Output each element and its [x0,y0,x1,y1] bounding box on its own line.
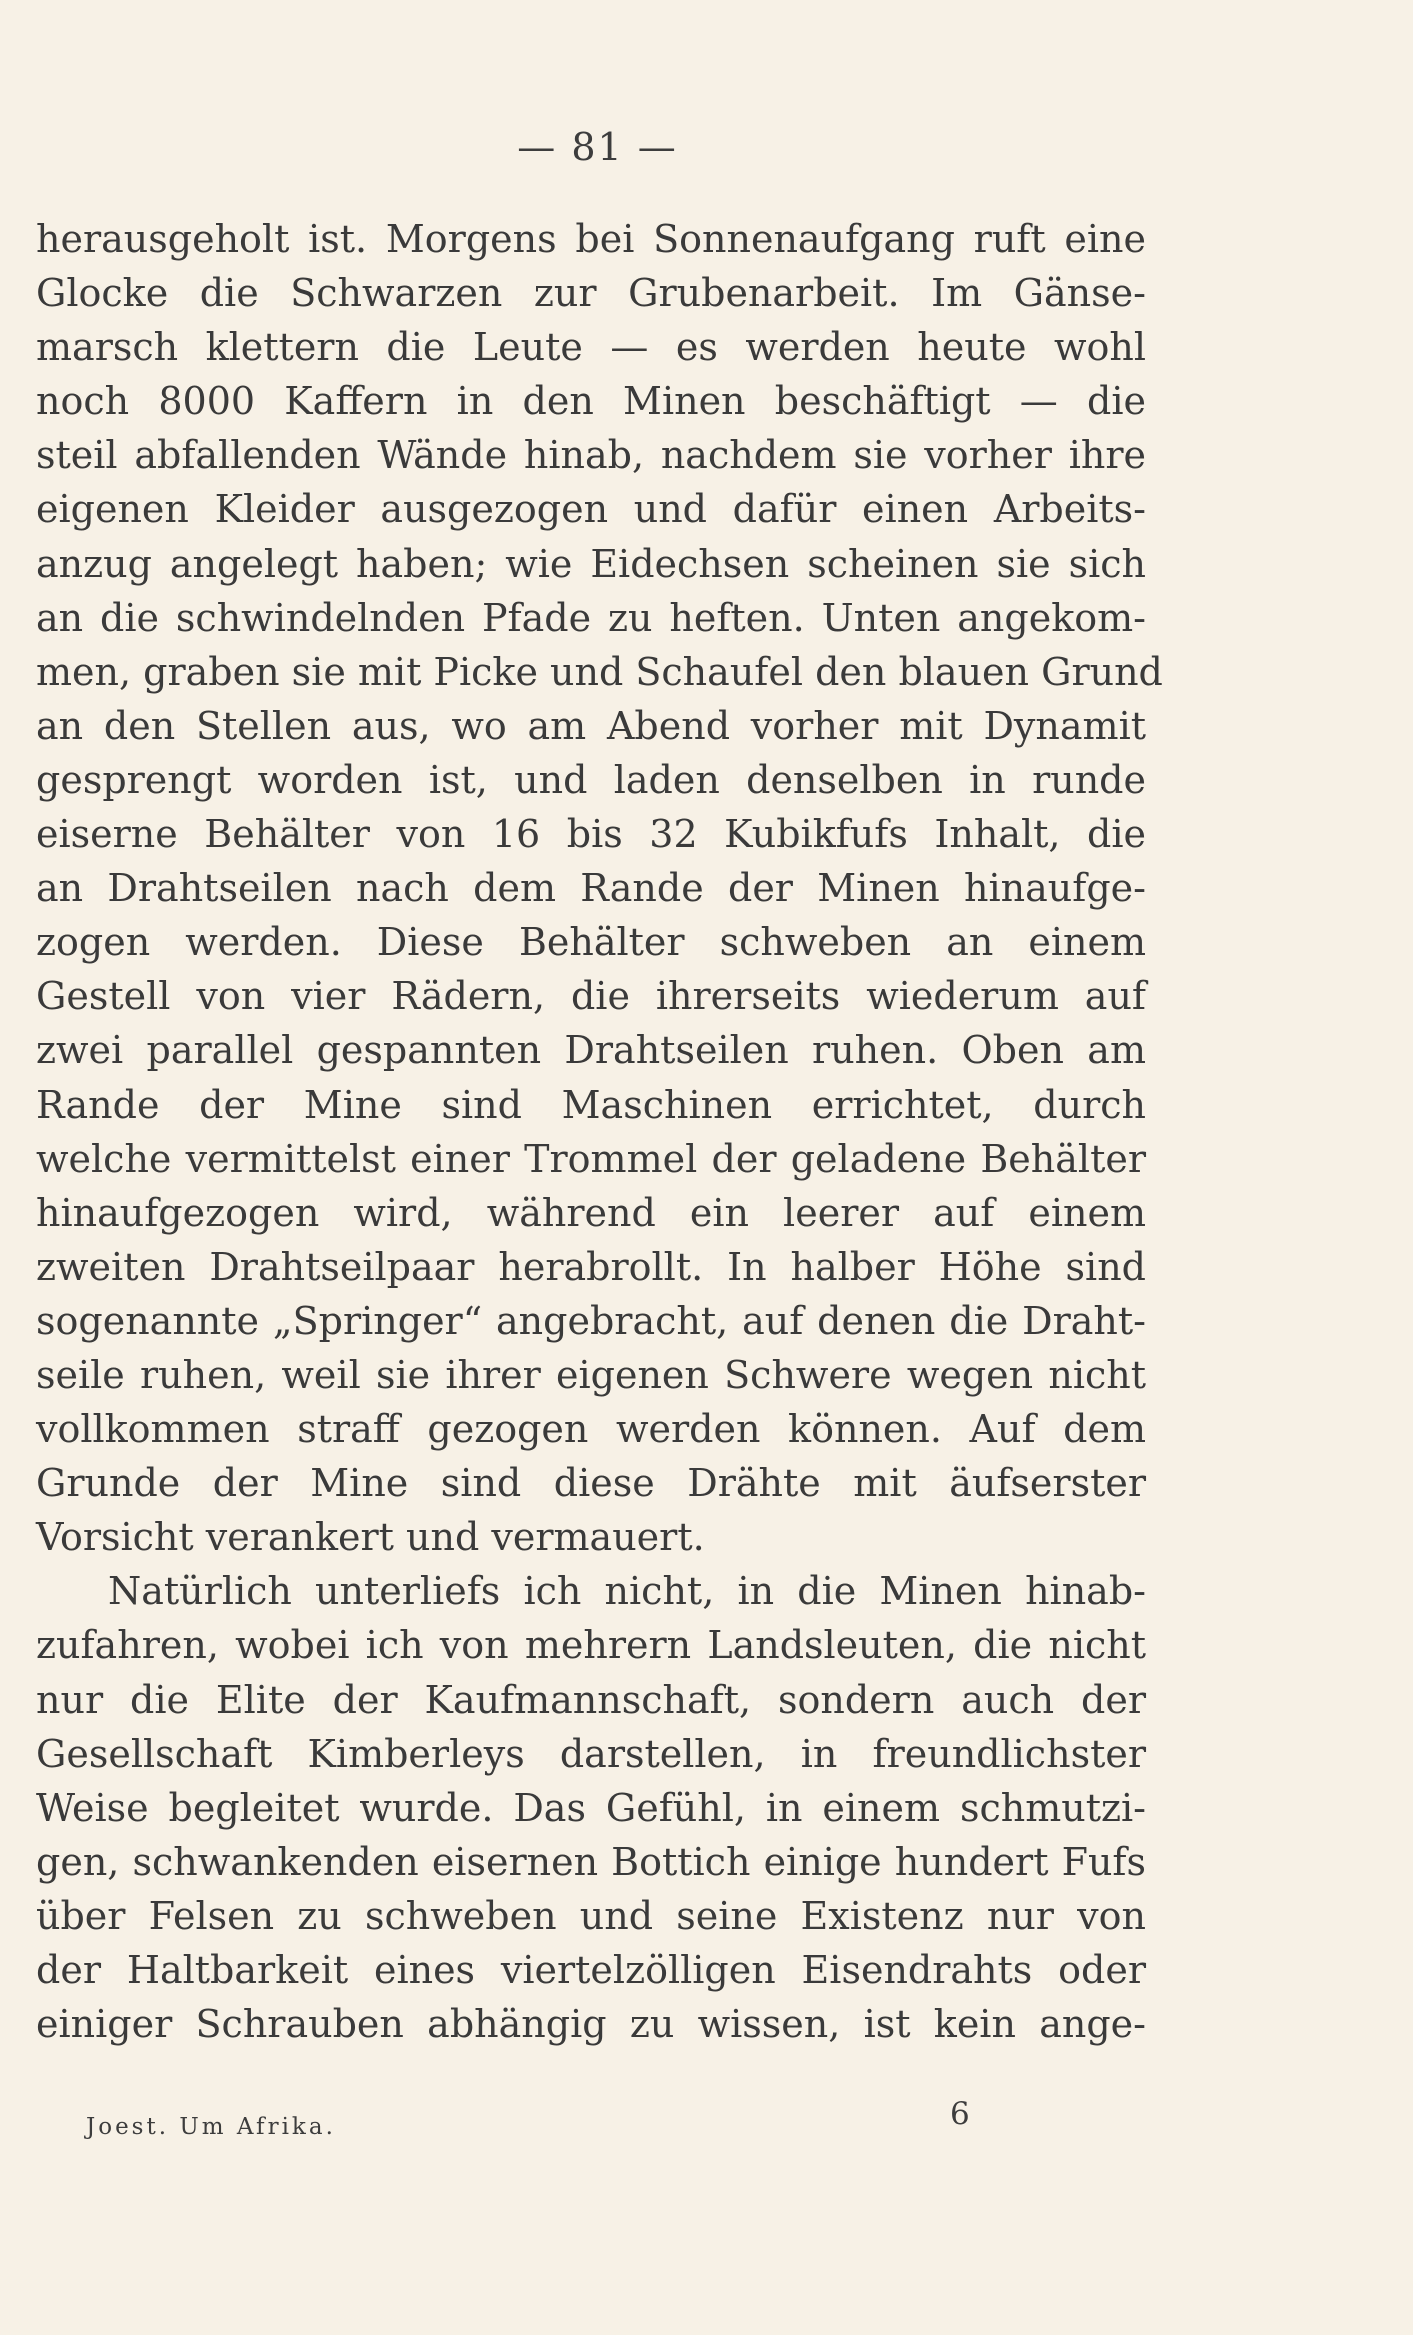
footer-sheet-number: 6 [950,2096,970,2132]
text-line: anzug angelegt haben; wie Eidechsen scheinen sie sich [36,541,1146,586]
text-line: steil abfallenden Wände hinab, nachdem sie vorher ihre [36,433,1146,478]
text-line: Glocke die Schwarzen zur Grubenarbeit. Im Gänse- [36,271,1146,316]
text-line: vollkommen straff gezogen werden können. Auf dem [36,1407,1146,1452]
page-number-header: — 81 — [517,125,678,169]
text-line: der Haltbarkeit eines viertelzölligen Eisendrahts oder [36,1948,1146,1992]
text-line: noch 8000 Kaffern in den Minen beschäftigt — die [36,379,1146,424]
text-line: an den Stellen aus, wo am Abend vorher mit Dynamit [36,703,1146,748]
text-line: Gestell von vier Rädern, die ihrerseits wiederum auf [36,974,1146,1019]
text-line: einiger Schrauben abhängig zu wissen, ist kein ange- [36,2002,1146,2047]
footer-signature: Joest. Um Afrika. [86,2114,336,2140]
text-line: gesprengt worden ist, und laden denselben in runde [36,757,1146,802]
text-line: zufahren, wobei ich von mehrern Landsleuten, die nicht [36,1623,1146,1668]
text-line: sogenannte „Springer“ angebracht, auf denen die Draht- [36,1298,1146,1343]
text-line: eigenen Kleider ausgezogen und dafür einen Arbeits- [36,487,1146,532]
text-line: zweiten Drahtseilpaar herabrollt. In halber Höhe sind [36,1244,1146,1289]
text-line: herausgeholt ist. Morgens bei Sonnenaufgang ruft eine [36,217,1146,261]
text-line: Rande der Mine sind Maschinen errichtet, durch [36,1082,1146,1127]
text-line: Weise begleitet wurde. Das Gefühl, in einem schmutzi- [36,1785,1146,1830]
text-line: welche vermittelst einer Trommel der geladene Behälter [36,1136,1146,1181]
paragraph-1 [36,212,1163,1564]
text-line: über Felsen zu schweben und seine Existenz nur von [36,1893,1146,1938]
text-line: gen, schwankenden eisernen Bottich einige hundert Fufs [36,1839,1146,1884]
text-line: an die schwindelnden Pfade zu heften. Unten angekom- [36,595,1146,640]
text-line: nur die Elite der Kaufmannschaft, sondern auch der [36,1677,1146,1722]
text-line: Vorsicht verankert und vermauert. [36,1515,705,1560]
text-line: eiserne Behälter von 16 bis 32 Kubikfufs Inhalt, die [36,812,1146,857]
text-line: zogen werden. Diese Behälter schweben an einem [36,920,1146,965]
text-line: Gesellschaft Kimberleys darstellen, in freundlichster [36,1731,1146,1776]
text-line: men, graben sie mit Picke und Schaufel den blauen Grund [36,649,1163,694]
text-line: seile ruhen, weil sie ihrer eigenen Schwere wegen nicht [36,1352,1146,1397]
text-line: zwei parallel gespannten Drahtseilen ruhen. Oben am [36,1028,1146,1073]
text-line: an Drahtseilen nach dem Rande der Minen hinaufge- [36,866,1146,911]
text-line: Natürlich unterliefs ich nicht, in die Minen hinab- [108,1569,1146,1614]
body-text [36,212,1163,2051]
text-line: marsch klettern die Leute — es werden heute wohl [36,325,1146,370]
paragraph-2 [36,1564,1146,2051]
text-line: Grunde der Mine sind diese Drähte mit äufserster [36,1461,1146,1506]
text-line: hinaufgezogen wird, während ein leerer auf einem [36,1190,1146,1235]
